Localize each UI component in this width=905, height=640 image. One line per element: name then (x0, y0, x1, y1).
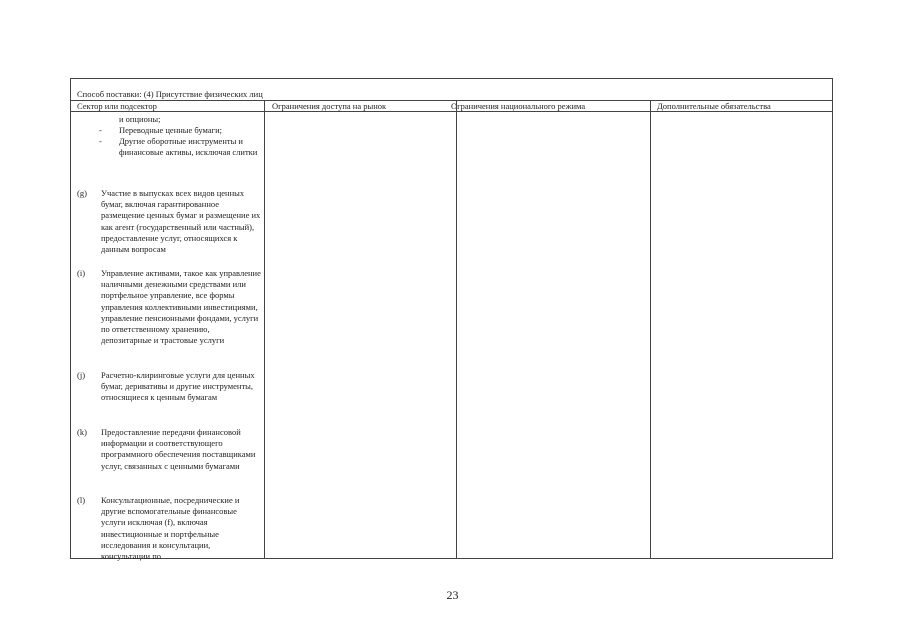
continuation-text: и опционы; (119, 114, 161, 124)
entry-letter: (g) (77, 188, 87, 198)
column-divider (264, 101, 265, 558)
header-sector: Сектор или подсектор (77, 101, 157, 111)
entry-letter: (i) (77, 268, 86, 278)
page-number: 23 (446, 588, 459, 602)
table-header-row (71, 101, 832, 112)
dash-marker: - (99, 125, 102, 135)
entry-text: Предоставление передачи финансовой информации и соответствующего программного обеспечения поставщиками услуг, связанных с ценными бумагами (101, 427, 256, 471)
header-market-access: Ограничения доступа на рынок (272, 101, 387, 111)
list-item-text: Переводные ценные бумаги; (119, 125, 223, 135)
supply-mode-row (71, 79, 832, 101)
column-divider (650, 101, 651, 558)
supply-mode-label: Способ поставки: (4) Присутствие физических лиц (77, 89, 263, 99)
entry-letter: (l) (77, 495, 86, 505)
commitments-table (70, 78, 833, 562)
header-additional-commitments: Дополнительные обязательства (657, 101, 771, 111)
dash-marker: - (99, 136, 102, 146)
list-item-text: Другие оборотные инструменты и финансовые активы, исключая слитки (119, 136, 258, 158)
entry-letter: (k) (77, 427, 87, 437)
entry-text: Участие в выпусках всех видов ценных бумаг, включая гарантированное размещение ценных бумаг и размещение их как агент (государственный или частный), предоставление услуг, относящихся к данным вопросам (101, 188, 261, 255)
column-divider (456, 101, 457, 558)
entry-letter: (j) (77, 370, 86, 380)
entry-text: Расчетно-клиринговые услуги для ценных бумаг, деривативы и другие инструменты, относящиеся к ценным бумагам (101, 370, 255, 403)
entry-text: Консультационные, посреднические и другие вспомогательные финансовые услуги исключая (f), включая инвестиционные и портфельные исследования и консультации, консультации по (101, 495, 240, 562)
entry-text: Управление активами, такое как управление наличными денежными средствами или портфельное управление, все формы управления коллективными инвестициями, управление пенсионными фондами, услуги по ответственному хранению, депозитарные и трастовые услуги (101, 268, 261, 346)
header-national-treatment: Ограничения национального режима (451, 101, 586, 111)
